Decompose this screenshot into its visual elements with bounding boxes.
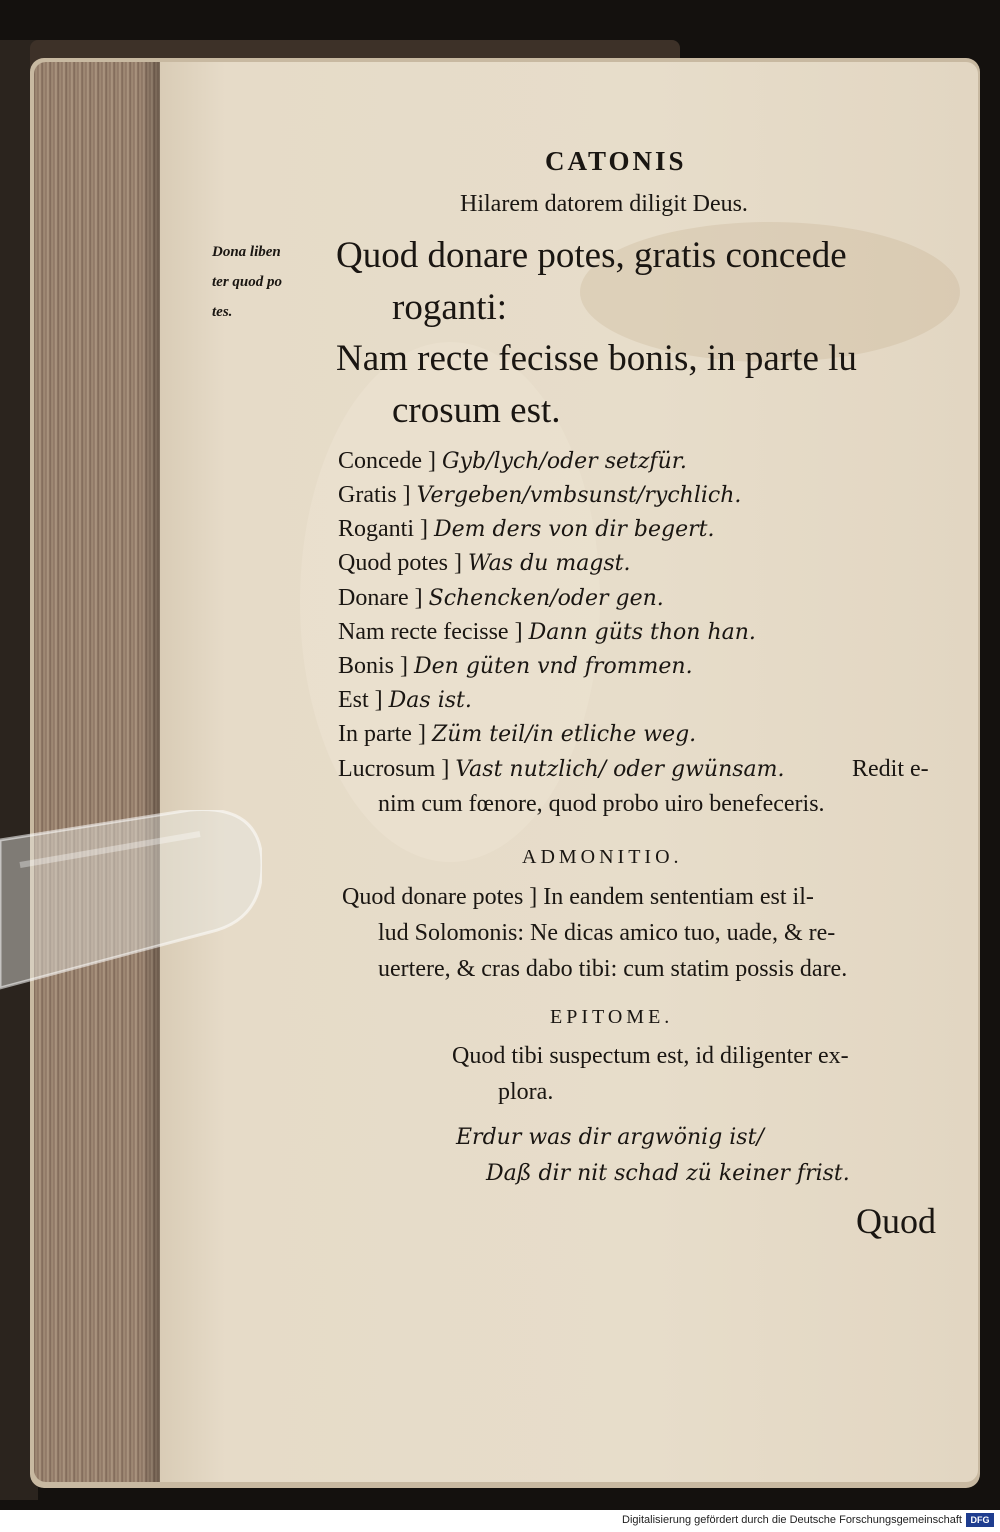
- gloss-line: In parte ] Züm teil/in etliche weg.: [338, 721, 697, 747]
- gloss-line: Gratis ] Vergeben/vmbsunst/rychlich.: [338, 482, 742, 508]
- gloss-line: Quod potes ] Was du magst.: [338, 550, 631, 576]
- dfg-credit: Digitalisierung gefördert durch die Deutsche Forschungsgemeinschaft: [622, 1514, 962, 1526]
- margin-note-line: tes.: [212, 304, 233, 320]
- epitome-line: Quod tibi suspectum est, id diligenter ex-: [452, 1043, 849, 1069]
- margin-note-line: ter quod po: [212, 274, 283, 290]
- epitome-line: plora.: [498, 1079, 554, 1105]
- gloss-line: Est ] Das ist.: [338, 687, 472, 713]
- page-heading: Hilarem datorem diligit Deus.: [460, 191, 748, 217]
- dfg-logo: DFG: [966, 1513, 994, 1527]
- margin-note-line: Dona liben: [212, 244, 281, 260]
- redit-line: nim cum fœnore, quod probo uiro benefeceris.: [378, 791, 825, 817]
- redit-tail: Redit e-: [852, 756, 929, 782]
- admonitio-line: lud Solomonis: Ne dicas amico tuo, uade, & re-: [378, 920, 836, 946]
- admonitio-line: Quod donare potes ] In eandem sententiam est il-: [342, 884, 814, 910]
- epitome-title: EPITOME.: [550, 1006, 674, 1028]
- catchword: Quod: [856, 1201, 936, 1241]
- verse-line: roganti:: [392, 287, 508, 328]
- gloss-line: Bonis ] Den güten vnd frommen.: [338, 653, 693, 679]
- admonitio-line: uertere, & cras dabo tibi: cum statim possis dare.: [378, 956, 848, 982]
- admonitio-title: ADMONITIO.: [522, 846, 683, 868]
- german-verse-line: Daß dir nit schad zü keiner frist.: [486, 1161, 850, 1186]
- verse-line: Quod donare potes, gratis concede: [336, 235, 847, 276]
- gloss-line: Donare ] Schencken/oder gen.: [338, 585, 664, 611]
- running-title: CATONIS: [545, 146, 687, 176]
- german-verse-line: Erdur was dir argwönig ist/: [456, 1125, 764, 1150]
- verse-line: Nam recte fecisse bonis, in parte lu: [336, 338, 857, 379]
- verse-line: crosum est.: [392, 390, 561, 431]
- gloss-line: Roganti ] Dem ders von dir begert.: [338, 516, 715, 542]
- glass-clip: [0, 810, 262, 990]
- gloss-line: Nam recte fecisse ] Dann güts thon han.: [338, 619, 756, 645]
- gloss-line: Lucrosum ] Vast nutzlich/ oder gwünsam.: [338, 756, 785, 782]
- gloss-line: Concede ] Gyb/lych/oder setzfür.: [338, 448, 687, 474]
